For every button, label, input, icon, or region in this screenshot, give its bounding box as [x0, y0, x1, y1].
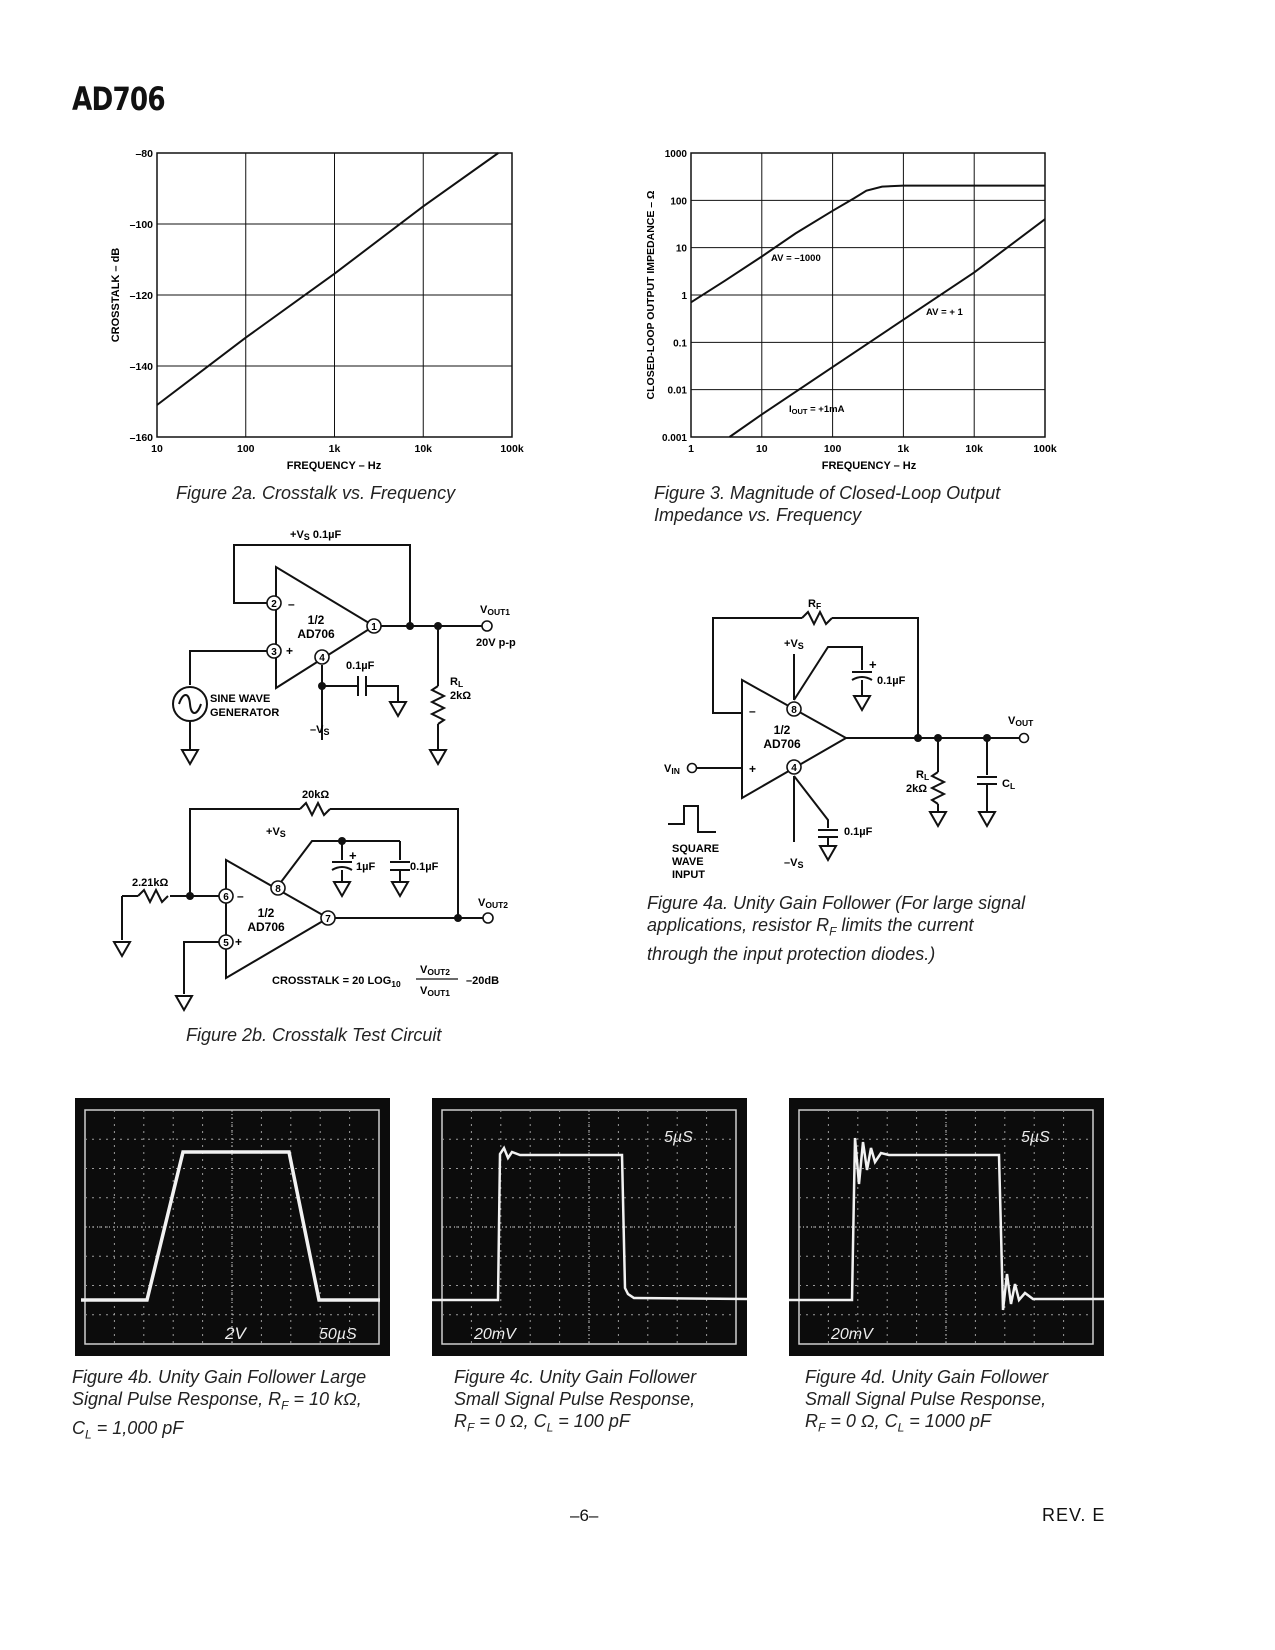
- y-tick-label: –80: [135, 148, 153, 160]
- x-tick-label: 10k: [965, 443, 983, 455]
- x-axis-label: FREQUENCY – Hz: [821, 460, 917, 472]
- x-tick-label: 100k: [1033, 443, 1057, 455]
- crosstalk-series-line: [157, 153, 498, 405]
- revision-label: REV. E: [1042, 1505, 1106, 1525]
- scope-time-div: 5µS: [1021, 1129, 1050, 1146]
- scope-volt-div: 20mV: [831, 1326, 873, 1343]
- rl-value: 2kΩ: [906, 783, 928, 795]
- y-axis-label: CLOSED-LOOP OUTPUT IMPEDANCE – Ω: [645, 190, 657, 400]
- x-tick-label: 10: [755, 443, 768, 455]
- r20k-label: 20kΩ: [302, 789, 330, 801]
- caption-line: Figure 4d. Unity Gain Follower: [805, 1367, 1049, 1387]
- scope-time-div: 50µS: [319, 1326, 357, 1343]
- scope-volt-div: 2V: [225, 1324, 246, 1343]
- caption-line: Impedance vs. Frequency: [654, 505, 862, 525]
- part-number-header: AD706: [72, 80, 165, 118]
- x-tick-label: 100: [823, 443, 842, 455]
- pin-7-label: 7: [325, 914, 331, 925]
- figure-2b-caption: Figure 2b. Crosstalk Test Circuit: [186, 1025, 442, 1045]
- caption-line: through the input protection diodes.): [647, 943, 936, 964]
- x-tick-label: 1: [688, 443, 694, 455]
- vs-plus-label-2: +VS: [266, 826, 286, 839]
- caption-line: $R_F = 0$ Ω, $C_L = 100$ pF: [454, 1411, 630, 1435]
- opamp-2-half: 1/2: [257, 906, 275, 920]
- y-tick-label: 1000: [664, 149, 687, 160]
- av-pos-annotation: AV = + 1: [926, 307, 963, 318]
- y-tick-label: –120: [129, 290, 153, 302]
- pin-4-label: 4: [319, 653, 325, 664]
- scope-graticule: [85, 1110, 379, 1344]
- pin-1-label: 1: [371, 622, 377, 633]
- rl-label: RL: [450, 676, 464, 689]
- chart-grid: [157, 153, 512, 437]
- formula-numerator: VOUT2: [420, 964, 451, 977]
- cap2-label: 0.1µF: [410, 861, 439, 873]
- electrolytic-plus: +: [869, 657, 877, 672]
- pin-8-label: 8: [275, 884, 281, 895]
- crosstalk-formula: CROSSTALK = 20 $LOG_{10}$: [272, 975, 401, 989]
- caption-line: $R_F = 0$ Ω, $C_L = 1000$ pF: [805, 1411, 991, 1435]
- figure-2a-caption: Figure 2a. Crosstalk vs. Frequency: [176, 483, 456, 503]
- figure-4d-caption: [805, 1366, 1048, 1439]
- rl-value: 2kΩ: [450, 690, 472, 702]
- pin-8-label: 8: [791, 705, 797, 716]
- vs-neg-label: –VS: [784, 857, 804, 870]
- amplitude-label: 20V p-p: [476, 637, 516, 649]
- chart-grid: [691, 153, 1045, 437]
- x-tick-label: 100: [236, 443, 255, 455]
- y-axis-label: CROSSTALK – dB: [110, 247, 122, 343]
- noninverting-sign-2: +: [235, 935, 243, 949]
- y-tick-label: 1: [681, 291, 687, 302]
- x-tick-label: 100k: [500, 443, 524, 455]
- figure-3-caption: [654, 482, 1000, 526]
- crosstalk-test-circuit: [100, 520, 540, 1020]
- pin-5-label: 5: [223, 938, 229, 949]
- caption-line: Figure 4b. Unity Gain Follower Large: [72, 1367, 367, 1387]
- caption-line: applications, resistor $R_F$ limits the current: [647, 915, 974, 939]
- square-label-3: INPUT: [672, 869, 705, 881]
- caption-line: $C_L = 1,000$ pF: [72, 1417, 184, 1442]
- vs-neg-label: –VS: [310, 724, 330, 737]
- y-tick-label: 100: [670, 196, 687, 208]
- inverting-sign: –: [288, 597, 295, 611]
- inverting-sign-2: –: [237, 889, 244, 903]
- opamp-2-symbol: [226, 860, 328, 978]
- scope-photo-4c: [432, 1098, 747, 1356]
- output-impedance-chart: [640, 140, 1080, 480]
- cl-label: CL: [1002, 778, 1016, 791]
- vin-label: VIN: [664, 763, 680, 776]
- caption-line: Small Signal Pulse Response,: [805, 1389, 1047, 1409]
- x-tick-label: 10k: [414, 443, 433, 455]
- vout1-label: VOUT1: [480, 604, 511, 617]
- vout-label: VOUT: [1008, 715, 1034, 728]
- caption-line: Figure 3. Magnitude of Closed-Loop Output: [654, 483, 1001, 503]
- opamp-half: 1/2: [773, 723, 791, 737]
- figure-4a-caption: [647, 892, 1025, 965]
- rl-resistor: [432, 686, 444, 724]
- y-tick-label: –160: [129, 432, 153, 444]
- caption-line: Figure 4a. Unity Gain Follower (For large signal: [647, 893, 1026, 913]
- opamp-2-part: AD706: [247, 920, 285, 934]
- x-tick-labels: [688, 443, 1057, 455]
- electrolytic-plus: +: [349, 848, 357, 863]
- scope-photo-4b: [75, 1098, 390, 1356]
- y-tick-label: 0.01: [667, 385, 687, 397]
- vout2-label: VOUT2: [478, 897, 509, 910]
- formula-denominator: VOUT1: [420, 985, 451, 998]
- scope-photo-4d: [789, 1098, 1104, 1356]
- noninverting-sign: +: [286, 644, 294, 658]
- y-tick-labels: [130, 148, 154, 444]
- av-1000-series-line: [691, 186, 1045, 303]
- y-tick-label: 10: [675, 243, 687, 255]
- square-label-1: SQUARE: [672, 843, 720, 855]
- opamp-1-half: 1/2: [307, 613, 325, 627]
- cap-label: 0.1µF: [346, 660, 375, 672]
- rl-label: RL: [916, 769, 930, 782]
- crosstalk-chart: [100, 140, 560, 480]
- opamp-1-part: AD706: [297, 627, 335, 641]
- caption-line: Small Signal Pulse Response,: [454, 1389, 696, 1409]
- rf-label: RF: [808, 598, 822, 611]
- vs-top-label: +VS 0.1µF: [290, 529, 342, 542]
- av-neg-annotation: AV = –1000: [771, 253, 821, 264]
- scope-time-div: 5µS: [664, 1129, 693, 1146]
- cap-bottom-label: 0.1µF: [844, 826, 873, 838]
- pin-2-label: 2: [271, 599, 277, 610]
- vs-plus-label: +VS: [784, 638, 804, 651]
- square-label-2: WAVE: [672, 856, 704, 868]
- pin-6-label: 6: [223, 892, 229, 903]
- x-tick-label: 1k: [897, 443, 910, 455]
- opamp-part: AD706: [763, 737, 801, 751]
- large-signal-trace: [81, 1152, 380, 1300]
- y-tick-label: –100: [129, 219, 153, 231]
- x-tick-label: 10: [151, 443, 163, 455]
- cap-top-label: 0.1µF: [877, 675, 906, 687]
- figure-4c-caption: [454, 1366, 696, 1439]
- inverting-sign: –: [749, 704, 756, 718]
- cap1u-label: 1µF: [356, 861, 376, 873]
- page-number: –6–: [570, 1506, 599, 1525]
- pin-3-label: 3: [271, 647, 277, 658]
- r221-label: 2.21kΩ: [132, 877, 169, 889]
- pin-4-label: 4: [791, 763, 797, 774]
- sine-label-2: GENERATOR: [210, 707, 280, 719]
- caption-line: Signal Pulse Response, $R_F = 10$ kΩ,: [72, 1389, 362, 1413]
- y-tick-label: 0.001: [661, 433, 687, 444]
- iout-annotation: $I_{OUT} = +1mA$: [789, 404, 845, 416]
- unity-gain-follower-circuit: [660, 590, 1060, 890]
- noninverting-sign: +: [749, 762, 757, 776]
- y-tick-label: 0.1: [673, 338, 687, 350]
- y-tick-labels: [662, 149, 687, 444]
- sine-label-1: SINE WAVE: [210, 693, 271, 705]
- y-tick-label: –140: [129, 361, 153, 373]
- x-tick-labels: [151, 443, 524, 455]
- av-1-series-line: [730, 219, 1046, 437]
- crosstalk-value: –20dB: [466, 975, 500, 987]
- figure-4b-caption: [72, 1366, 366, 1445]
- scope-volt-div: 20mV: [474, 1326, 516, 1343]
- x-axis-label: FREQUENCY – Hz: [286, 460, 382, 472]
- caption-line: Figure 4c. Unity Gain Follower: [454, 1367, 697, 1387]
- x-tick-label: 1k: [328, 443, 341, 455]
